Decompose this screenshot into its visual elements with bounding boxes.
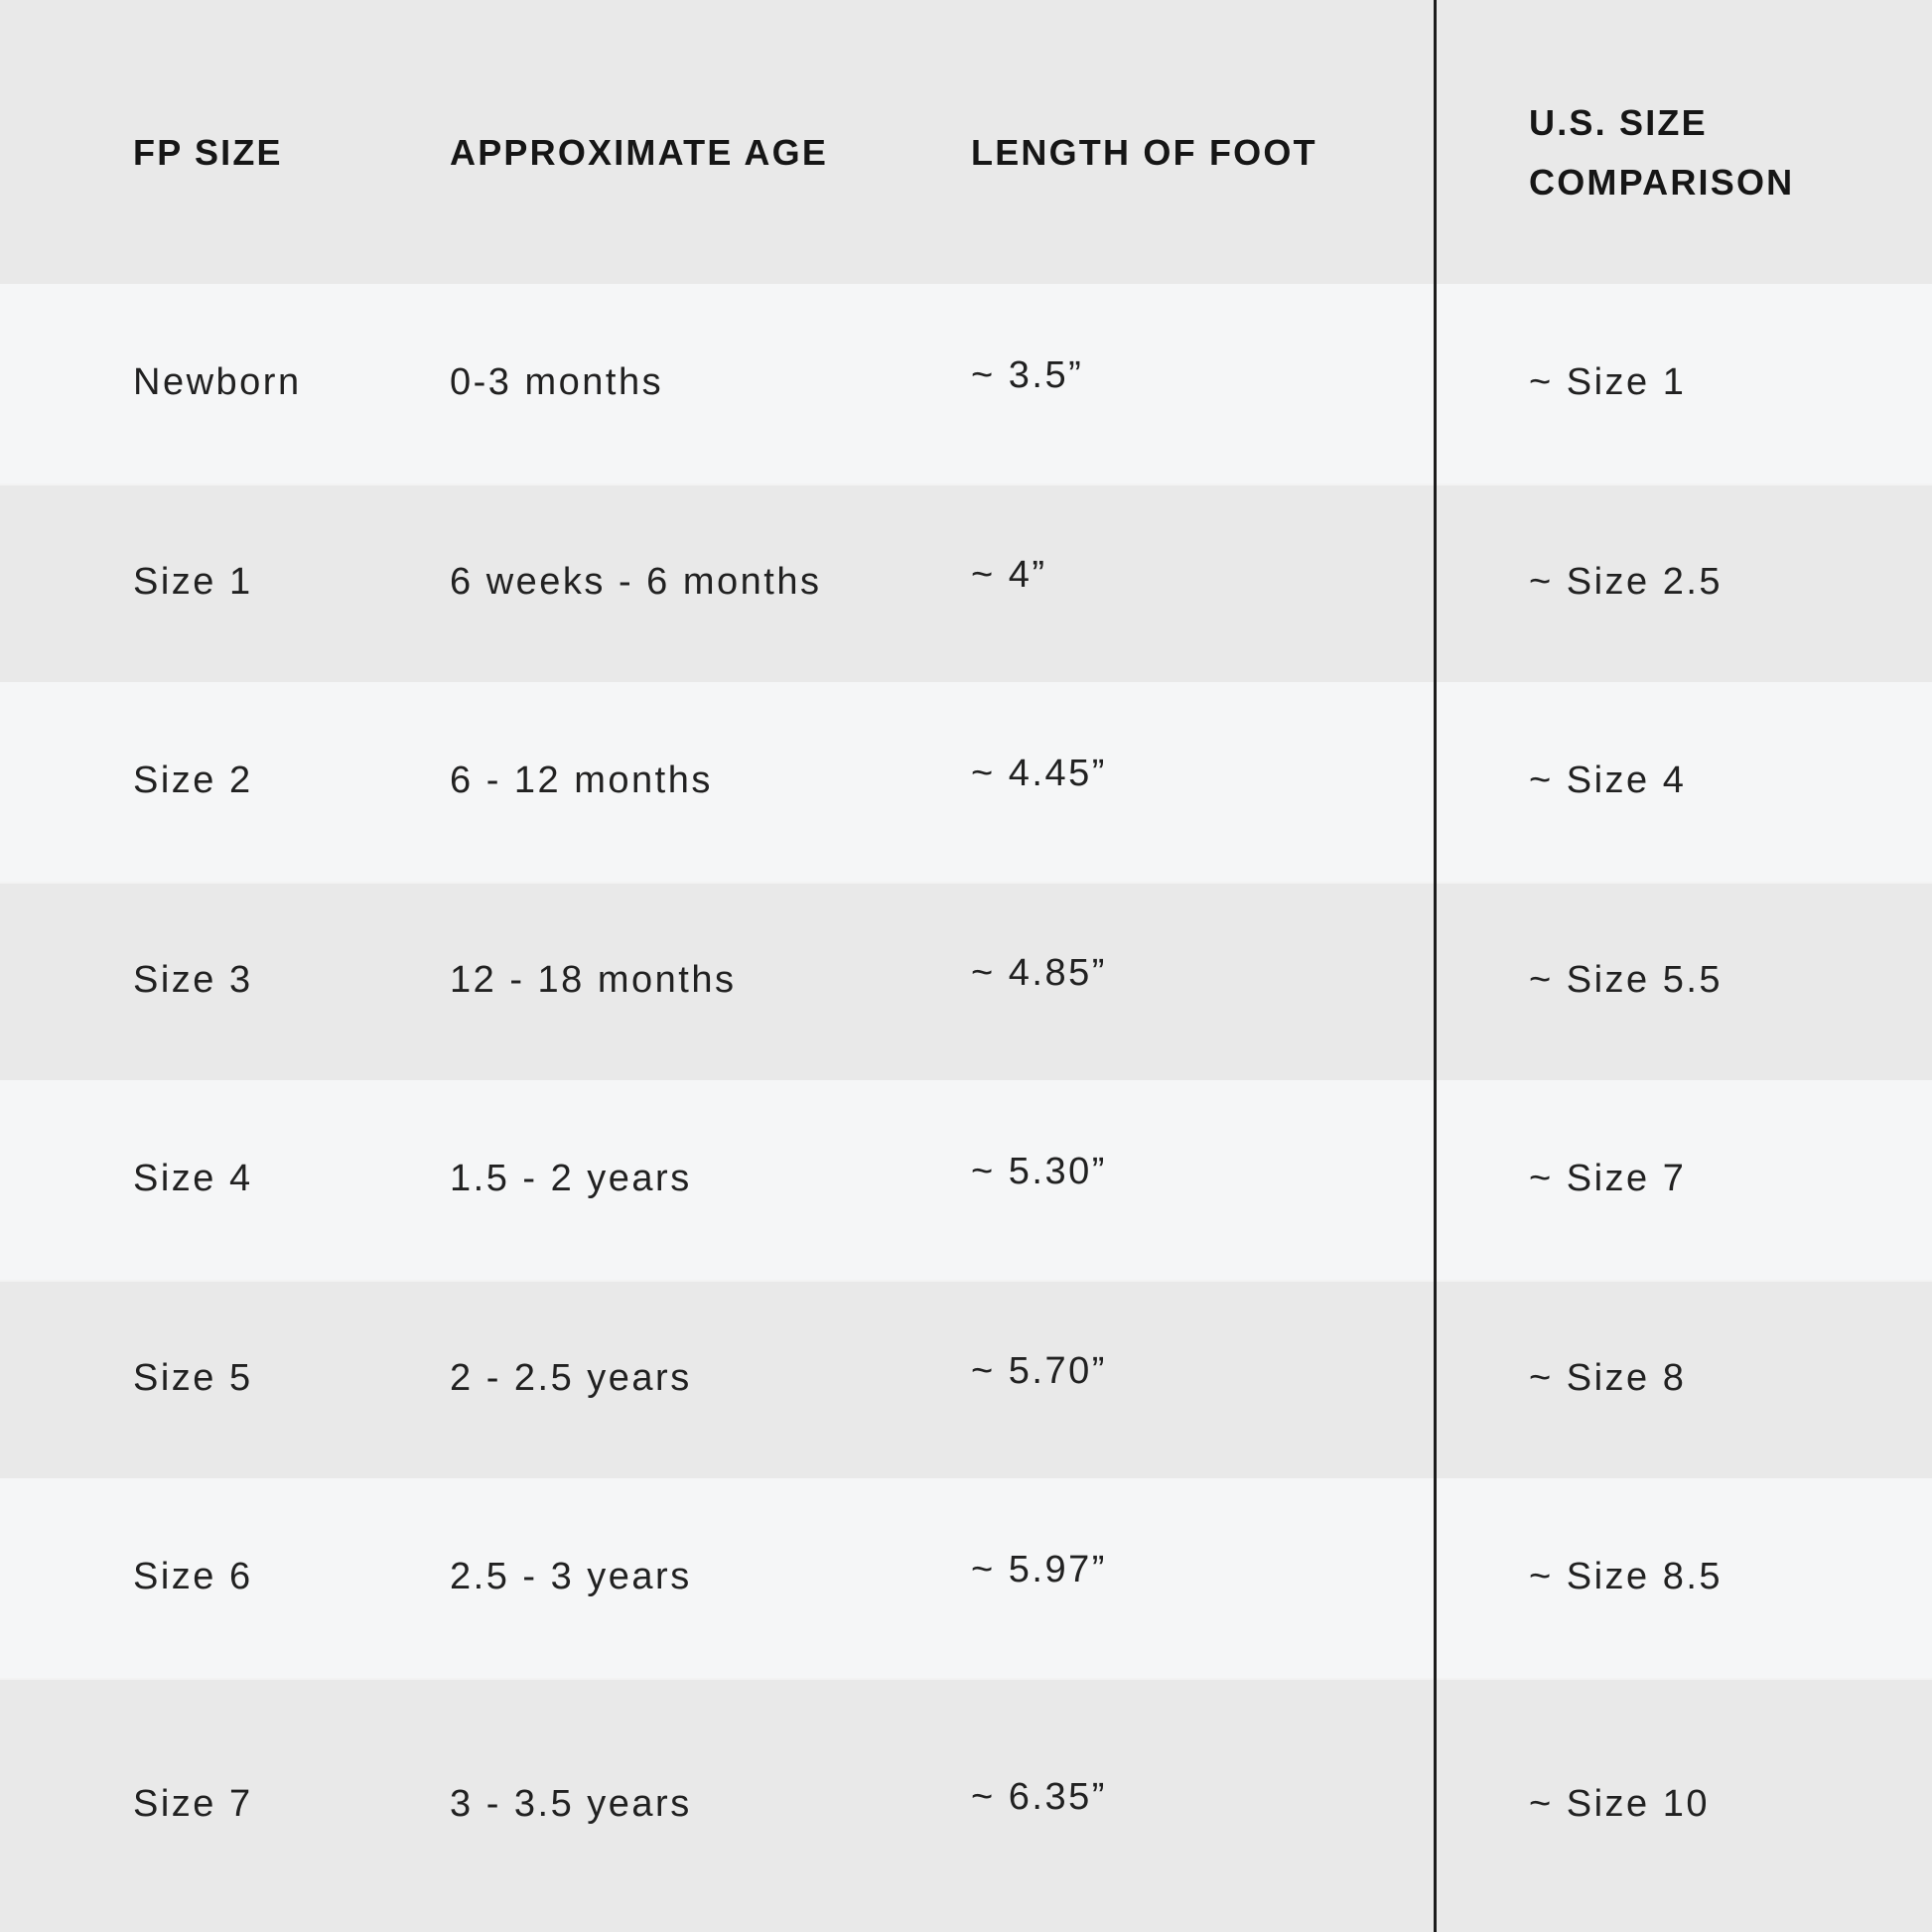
cell-foot-length: ~ 6.35”	[971, 1775, 1107, 1818]
cell-foot-length: ~ 4”	[971, 553, 1047, 596]
cell-fp-size: Newborn	[133, 361, 302, 404]
cell-us-size: ~ Size 2.5	[1529, 560, 1724, 603]
cell-foot-length: ~ 4.45”	[971, 753, 1107, 795]
cell-age: 12 - 18 months	[450, 958, 737, 1001]
column-header-foot: LENGTH OF FOOT	[971, 132, 1317, 173]
cell-fp-size: Size 1	[133, 560, 253, 603]
cell-foot-length: ~ 3.5”	[971, 354, 1084, 397]
cell-foot-length: ~ 5.30”	[971, 1151, 1107, 1193]
cell-foot-length: ~ 4.85”	[971, 951, 1107, 994]
cell-us-size: ~ Size 5.5	[1529, 958, 1724, 1001]
table-row-size-4	[0, 1080, 1932, 1280]
table-row-size-3	[0, 882, 1932, 1081]
column-divider-line	[1434, 0, 1437, 1932]
cell-age: 1.5 - 2 years	[450, 1158, 692, 1200]
cell-foot-length: ~ 5.97”	[971, 1549, 1107, 1591]
cell-us-size: ~ Size 8	[1529, 1356, 1687, 1399]
size-chart-header-row	[0, 0, 1932, 284]
table-row-size-5	[0, 1280, 1932, 1479]
column-header-fp-size: FP SIZE	[133, 132, 283, 173]
cell-us-size: ~ Size 4	[1529, 759, 1687, 802]
cell-us-size: ~ Size 7	[1529, 1158, 1687, 1200]
table-row-size-7	[0, 1678, 1932, 1932]
cell-age: 6 weeks - 6 months	[450, 560, 822, 603]
table-row-newborn	[0, 284, 1932, 483]
cell-fp-size: Size 4	[133, 1158, 253, 1200]
cell-us-size: ~ Size 10	[1529, 1782, 1710, 1825]
cell-age: 2.5 - 3 years	[450, 1556, 692, 1598]
cell-age: 2 - 2.5 years	[450, 1356, 692, 1399]
cell-age: 0-3 months	[450, 361, 664, 404]
cell-age: 3 - 3.5 years	[450, 1782, 692, 1825]
column-header-age: APPROXIMATE AGE	[450, 132, 829, 173]
table-row-size-1	[0, 483, 1932, 683]
cell-fp-size: Size 2	[133, 759, 253, 802]
cell-us-size: ~ Size 1	[1529, 361, 1687, 404]
table-row-size-6	[0, 1478, 1932, 1678]
column-header-us: U.S. SIZE COMPARISON	[1529, 102, 1795, 203]
cell-fp-size: Size 3	[133, 958, 253, 1001]
cell-us-size: ~ Size 8.5	[1529, 1556, 1724, 1598]
cell-age: 6 - 12 months	[450, 759, 713, 802]
table-row-size-2	[0, 682, 1932, 882]
cell-foot-length: ~ 5.70”	[971, 1349, 1107, 1392]
cell-fp-size: Size 6	[133, 1556, 253, 1598]
cell-fp-size: Size 5	[133, 1356, 253, 1399]
cell-fp-size: Size 7	[133, 1782, 253, 1825]
